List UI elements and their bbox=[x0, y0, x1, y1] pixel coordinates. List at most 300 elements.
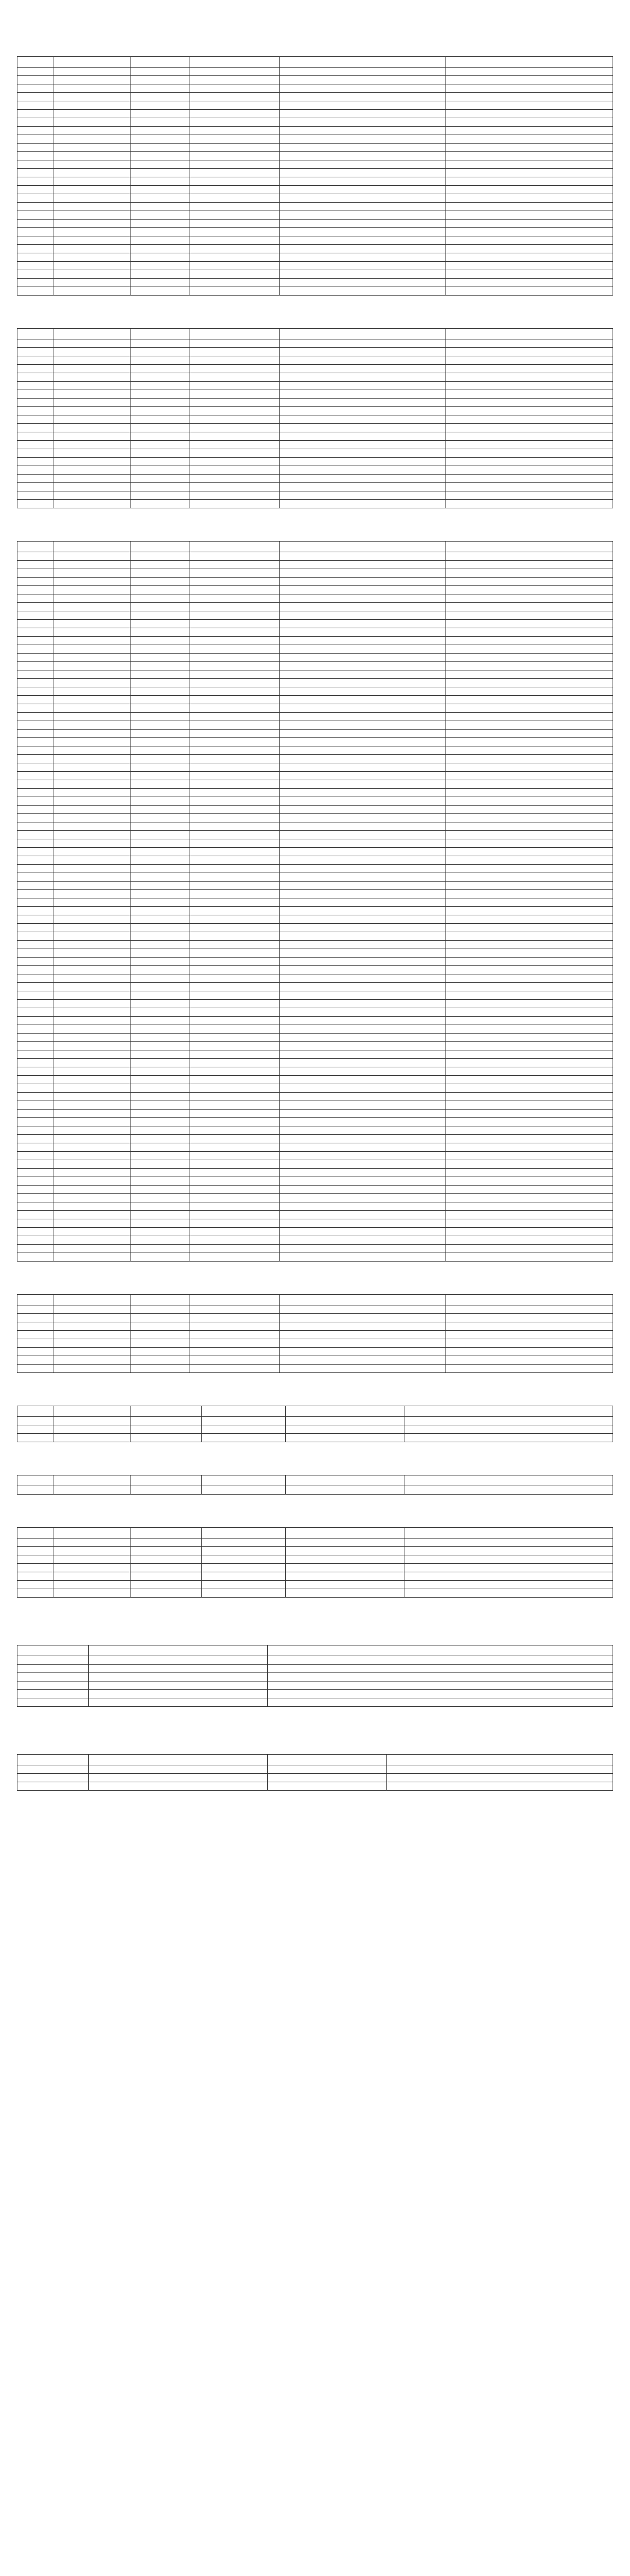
table-cell bbox=[446, 645, 613, 654]
table-row bbox=[17, 500, 613, 508]
table-cell bbox=[190, 101, 280, 110]
table-cell bbox=[446, 475, 613, 483]
table-cell bbox=[53, 1067, 130, 1076]
table-cell bbox=[89, 1765, 268, 1774]
table-cell bbox=[17, 865, 53, 873]
table-cell bbox=[17, 1050, 53, 1059]
table-cell bbox=[130, 483, 190, 491]
table-cell bbox=[190, 491, 280, 500]
table-row bbox=[17, 1314, 613, 1322]
table-row bbox=[17, 1017, 613, 1025]
table-cell bbox=[130, 118, 190, 127]
table-cell bbox=[130, 662, 190, 670]
table-cell bbox=[446, 152, 613, 160]
table-cell bbox=[190, 1000, 280, 1008]
table-cell bbox=[446, 730, 613, 738]
table-cell bbox=[190, 365, 280, 373]
column-header bbox=[89, 1755, 268, 1765]
table-cell bbox=[53, 253, 130, 262]
table-cell bbox=[130, 1034, 190, 1042]
table-cell bbox=[53, 586, 130, 594]
table-cell bbox=[190, 262, 280, 270]
table-cell bbox=[267, 1673, 613, 1681]
table-cell bbox=[130, 797, 190, 806]
table-cell bbox=[279, 1059, 446, 1067]
table-cell bbox=[53, 1084, 130, 1093]
table-cell bbox=[17, 1555, 53, 1564]
table-row bbox=[17, 348, 613, 356]
table-row bbox=[17, 1219, 613, 1228]
table-cell bbox=[130, 1000, 190, 1008]
table-cell bbox=[130, 637, 190, 645]
table-cell bbox=[267, 1690, 613, 1698]
table-cell bbox=[279, 806, 446, 814]
table-cell bbox=[130, 561, 190, 569]
table-cell bbox=[279, 552, 446, 561]
table-cell bbox=[190, 991, 280, 1000]
table-cell bbox=[279, 696, 446, 704]
table-row bbox=[17, 203, 613, 211]
table-cell bbox=[279, 262, 446, 270]
table-row bbox=[17, 679, 613, 687]
column-header bbox=[17, 1528, 53, 1539]
table-cell bbox=[446, 270, 613, 279]
table-cell bbox=[130, 907, 190, 915]
table-cell bbox=[17, 890, 53, 898]
table-cell bbox=[446, 399, 613, 407]
table-cell bbox=[446, 1050, 613, 1059]
table-cell bbox=[17, 177, 53, 186]
table-cell bbox=[53, 211, 130, 220]
table-cell bbox=[279, 662, 446, 670]
table-cell bbox=[53, 1076, 130, 1084]
table-cell bbox=[17, 1331, 53, 1339]
table-cell bbox=[279, 949, 446, 958]
table-cell bbox=[130, 1202, 190, 1211]
table-row bbox=[17, 865, 613, 873]
table-cell bbox=[267, 1698, 613, 1707]
table-cell bbox=[17, 1589, 53, 1598]
table-cell bbox=[190, 1365, 280, 1373]
table-cell bbox=[53, 1539, 130, 1547]
table-row bbox=[17, 1186, 613, 1194]
table-cell bbox=[130, 873, 190, 882]
table-cell bbox=[446, 882, 613, 890]
table-cell bbox=[130, 645, 190, 654]
table-row bbox=[17, 1025, 613, 1034]
table-cell bbox=[53, 1425, 130, 1434]
table-cell bbox=[53, 84, 130, 93]
table-cell bbox=[53, 194, 130, 203]
table-cell bbox=[130, 1555, 202, 1564]
table-row bbox=[17, 1202, 613, 1211]
table-cell bbox=[279, 1186, 446, 1194]
table-cell bbox=[404, 1547, 613, 1555]
table-cell bbox=[190, 645, 280, 654]
table-cell bbox=[17, 670, 53, 679]
table-cell bbox=[190, 287, 280, 296]
table-cell bbox=[17, 941, 53, 949]
table-cell bbox=[130, 152, 190, 160]
table-cell bbox=[446, 1135, 613, 1143]
table-row bbox=[17, 415, 613, 424]
table-cell bbox=[130, 1486, 202, 1495]
table-cell bbox=[130, 848, 190, 856]
table-row bbox=[17, 1589, 613, 1598]
table-row bbox=[17, 1765, 613, 1774]
table-cell bbox=[17, 1581, 53, 1589]
table-cell bbox=[130, 1067, 190, 1076]
table-cell bbox=[130, 1194, 190, 1202]
table-cell bbox=[446, 1245, 613, 1253]
table-header-row bbox=[17, 1645, 613, 1656]
table-cell bbox=[17, 856, 53, 865]
table-row bbox=[17, 1143, 613, 1152]
column-header bbox=[285, 1528, 404, 1539]
table-cell bbox=[53, 373, 130, 382]
table-row bbox=[17, 1110, 613, 1118]
table-cell bbox=[190, 458, 280, 466]
table-row bbox=[17, 772, 613, 780]
table-row bbox=[17, 118, 613, 127]
table-row bbox=[17, 1177, 613, 1186]
table-row bbox=[17, 475, 613, 483]
table-cell bbox=[446, 458, 613, 466]
table-cell bbox=[130, 941, 190, 949]
table-cell bbox=[130, 458, 190, 466]
award-section bbox=[17, 28, 613, 296]
table-cell bbox=[279, 177, 446, 186]
table-cell bbox=[446, 1118, 613, 1126]
table-cell bbox=[190, 160, 280, 169]
table-cell bbox=[404, 1417, 613, 1425]
table-cell bbox=[17, 1245, 53, 1253]
table-cell bbox=[53, 780, 130, 789]
column-header bbox=[285, 1406, 404, 1417]
table-cell bbox=[17, 1202, 53, 1211]
table-cell bbox=[279, 814, 446, 822]
table-cell bbox=[17, 552, 53, 561]
table-cell bbox=[53, 390, 130, 399]
table-row bbox=[17, 848, 613, 856]
table-cell bbox=[446, 839, 613, 848]
table-cell bbox=[53, 1177, 130, 1186]
table-cell bbox=[130, 441, 190, 449]
table-row bbox=[17, 1245, 613, 1253]
table-cell bbox=[130, 1365, 190, 1373]
table-cell bbox=[279, 415, 446, 424]
table-cell bbox=[89, 1774, 268, 1782]
table-cell bbox=[17, 1539, 53, 1547]
table-cell bbox=[17, 1126, 53, 1135]
table-row bbox=[17, 1339, 613, 1348]
table-cell bbox=[190, 169, 280, 177]
table-cell bbox=[285, 1486, 404, 1495]
table-row bbox=[17, 721, 613, 730]
table-cell bbox=[130, 713, 190, 721]
table-cell bbox=[190, 382, 280, 390]
table-cell bbox=[279, 1160, 446, 1169]
table-cell bbox=[17, 831, 53, 839]
table-row bbox=[17, 110, 613, 118]
table-row bbox=[17, 245, 613, 253]
table-cell bbox=[279, 279, 446, 287]
table-cell bbox=[446, 245, 613, 253]
table-cell bbox=[446, 1339, 613, 1348]
column-header bbox=[446, 1295, 613, 1305]
table-cell bbox=[53, 704, 130, 713]
table-cell bbox=[53, 924, 130, 932]
table-row bbox=[17, 983, 613, 991]
table-cell bbox=[53, 228, 130, 236]
table-cell bbox=[130, 780, 190, 789]
table-cell bbox=[190, 738, 280, 746]
table-cell bbox=[17, 561, 53, 569]
table-header-row bbox=[17, 1528, 613, 1539]
table-cell bbox=[190, 662, 280, 670]
table-cell bbox=[404, 1434, 613, 1442]
award-table bbox=[17, 1475, 613, 1495]
table-cell bbox=[130, 1236, 190, 1245]
table-cell bbox=[446, 500, 613, 508]
table-cell bbox=[190, 1126, 280, 1135]
table-cell bbox=[446, 704, 613, 713]
column-header bbox=[130, 57, 190, 68]
table-cell bbox=[17, 586, 53, 594]
table-cell bbox=[279, 287, 446, 296]
table-cell bbox=[190, 1067, 280, 1076]
table-cell bbox=[190, 152, 280, 160]
table-cell bbox=[202, 1589, 285, 1598]
table-row bbox=[17, 1356, 613, 1365]
table-cell bbox=[267, 1782, 386, 1791]
table-cell bbox=[404, 1425, 613, 1434]
table-cell bbox=[446, 1042, 613, 1050]
table-cell bbox=[53, 1589, 130, 1598]
table-cell bbox=[279, 382, 446, 390]
table-cell bbox=[190, 1305, 280, 1314]
table-row bbox=[17, 746, 613, 755]
table-row bbox=[17, 1425, 613, 1434]
table-row bbox=[17, 1698, 613, 1707]
table-cell bbox=[17, 287, 53, 296]
table-cell bbox=[53, 1135, 130, 1143]
table-cell bbox=[279, 1177, 446, 1186]
column-header bbox=[53, 1475, 130, 1486]
table-cell bbox=[446, 814, 613, 822]
table-cell bbox=[446, 441, 613, 449]
table-cell bbox=[53, 458, 130, 466]
table-cell bbox=[279, 339, 446, 348]
table-cell bbox=[279, 865, 446, 873]
table-cell bbox=[130, 772, 190, 780]
table-cell bbox=[279, 1219, 446, 1228]
table-cell bbox=[202, 1547, 285, 1555]
table-cell bbox=[130, 1539, 202, 1547]
table-cell bbox=[279, 1202, 446, 1211]
table-cell bbox=[130, 1008, 190, 1017]
table-cell bbox=[130, 1025, 190, 1034]
table-cell bbox=[53, 746, 130, 755]
table-cell bbox=[17, 144, 53, 152]
column-header bbox=[17, 1475, 53, 1486]
table-cell bbox=[53, 713, 130, 721]
table-cell bbox=[446, 1236, 613, 1245]
table-cell bbox=[190, 1236, 280, 1245]
table-cell bbox=[446, 578, 613, 586]
table-cell bbox=[130, 1017, 190, 1025]
table-cell bbox=[446, 424, 613, 432]
table-row bbox=[17, 1067, 613, 1076]
table-cell bbox=[446, 848, 613, 856]
table-cell bbox=[53, 186, 130, 194]
table-cell bbox=[53, 628, 130, 637]
table-cell bbox=[446, 1067, 613, 1076]
table-cell bbox=[446, 831, 613, 839]
table-cell bbox=[446, 670, 613, 679]
table-cell bbox=[53, 1017, 130, 1025]
table-cell bbox=[130, 763, 190, 772]
table-row bbox=[17, 1539, 613, 1547]
table-row bbox=[17, 966, 613, 974]
table-cell bbox=[446, 483, 613, 491]
column-header bbox=[404, 1475, 613, 1486]
table-cell bbox=[279, 1305, 446, 1314]
table-row bbox=[17, 101, 613, 110]
table-cell bbox=[17, 1564, 53, 1572]
table-cell bbox=[17, 898, 53, 907]
table-cell bbox=[446, 637, 613, 645]
table-row bbox=[17, 1665, 613, 1673]
table-cell bbox=[202, 1486, 285, 1495]
table-cell bbox=[53, 1169, 130, 1177]
award-section bbox=[17, 1602, 613, 1707]
table-cell bbox=[17, 373, 53, 382]
table-cell bbox=[130, 110, 190, 118]
table-cell bbox=[446, 253, 613, 262]
table-cell bbox=[53, 1211, 130, 1219]
table-cell bbox=[17, 915, 53, 924]
table-cell bbox=[17, 1135, 53, 1143]
table-cell bbox=[130, 287, 190, 296]
table-cell bbox=[446, 662, 613, 670]
table-cell bbox=[130, 339, 190, 348]
table-cell bbox=[279, 483, 446, 491]
table-cell bbox=[17, 390, 53, 399]
table-cell bbox=[130, 1305, 190, 1314]
section-subtitle bbox=[17, 526, 613, 539]
table-cell bbox=[130, 1314, 190, 1322]
table-cell bbox=[17, 1673, 89, 1681]
table-cell bbox=[190, 569, 280, 578]
table-cell bbox=[53, 915, 130, 924]
table-cell bbox=[130, 1186, 190, 1194]
table-cell bbox=[53, 603, 130, 611]
table-cell bbox=[279, 780, 446, 789]
table-cell bbox=[446, 1025, 613, 1034]
table-cell bbox=[17, 611, 53, 620]
table-cell bbox=[285, 1539, 404, 1547]
table-cell bbox=[279, 135, 446, 144]
table-cell bbox=[53, 1314, 130, 1322]
table-cell bbox=[190, 449, 280, 458]
table-cell bbox=[53, 339, 130, 348]
table-cell bbox=[190, 1228, 280, 1236]
table-cell bbox=[130, 399, 190, 407]
table-cell bbox=[190, 390, 280, 399]
table-cell bbox=[130, 755, 190, 763]
table-cell bbox=[130, 746, 190, 755]
section-title bbox=[17, 1266, 613, 1280]
table-cell bbox=[279, 620, 446, 628]
table-row bbox=[17, 1673, 613, 1681]
column-header bbox=[285, 1475, 404, 1486]
table-cell bbox=[130, 966, 190, 974]
table-cell bbox=[17, 110, 53, 118]
table-row bbox=[17, 1084, 613, 1093]
table-cell bbox=[17, 603, 53, 611]
table-row bbox=[17, 873, 613, 882]
table-cell bbox=[190, 1356, 280, 1365]
table-cell bbox=[279, 679, 446, 687]
table-row bbox=[17, 483, 613, 491]
table-cell bbox=[130, 491, 190, 500]
table-cell bbox=[190, 1084, 280, 1093]
table-cell bbox=[17, 746, 53, 755]
column-header bbox=[267, 1645, 613, 1656]
table-cell bbox=[190, 245, 280, 253]
table-cell bbox=[53, 152, 130, 160]
table-cell bbox=[130, 365, 190, 373]
table-cell bbox=[404, 1589, 613, 1598]
table-cell bbox=[279, 873, 446, 882]
table-row bbox=[17, 424, 613, 432]
table-row bbox=[17, 654, 613, 662]
table-cell bbox=[53, 1572, 130, 1581]
table-cell bbox=[279, 645, 446, 654]
table-cell bbox=[267, 1765, 386, 1774]
table-cell bbox=[130, 270, 190, 279]
table-cell bbox=[190, 84, 280, 93]
table-cell bbox=[17, 279, 53, 287]
table-cell bbox=[279, 772, 446, 780]
table-cell bbox=[279, 1356, 446, 1365]
table-row bbox=[17, 177, 613, 186]
table-cell bbox=[279, 755, 446, 763]
table-cell bbox=[17, 1177, 53, 1186]
table-cell bbox=[17, 1084, 53, 1093]
table-cell bbox=[279, 245, 446, 253]
table-row bbox=[17, 890, 613, 898]
table-cell bbox=[279, 1093, 446, 1101]
table-cell bbox=[130, 93, 190, 101]
table-cell bbox=[267, 1665, 613, 1673]
table-cell bbox=[190, 76, 280, 84]
table-cell bbox=[190, 441, 280, 449]
table-cell bbox=[130, 1042, 190, 1050]
table-cell bbox=[17, 620, 53, 628]
table-cell bbox=[53, 882, 130, 890]
sections-container bbox=[17, 28, 613, 1791]
table-row bbox=[17, 974, 613, 983]
table-cell bbox=[285, 1555, 404, 1564]
column-header bbox=[130, 1475, 202, 1486]
table-row bbox=[17, 432, 613, 441]
table-cell bbox=[279, 1067, 446, 1076]
table-cell bbox=[130, 160, 190, 169]
table-cell bbox=[130, 186, 190, 194]
table-cell bbox=[190, 228, 280, 236]
